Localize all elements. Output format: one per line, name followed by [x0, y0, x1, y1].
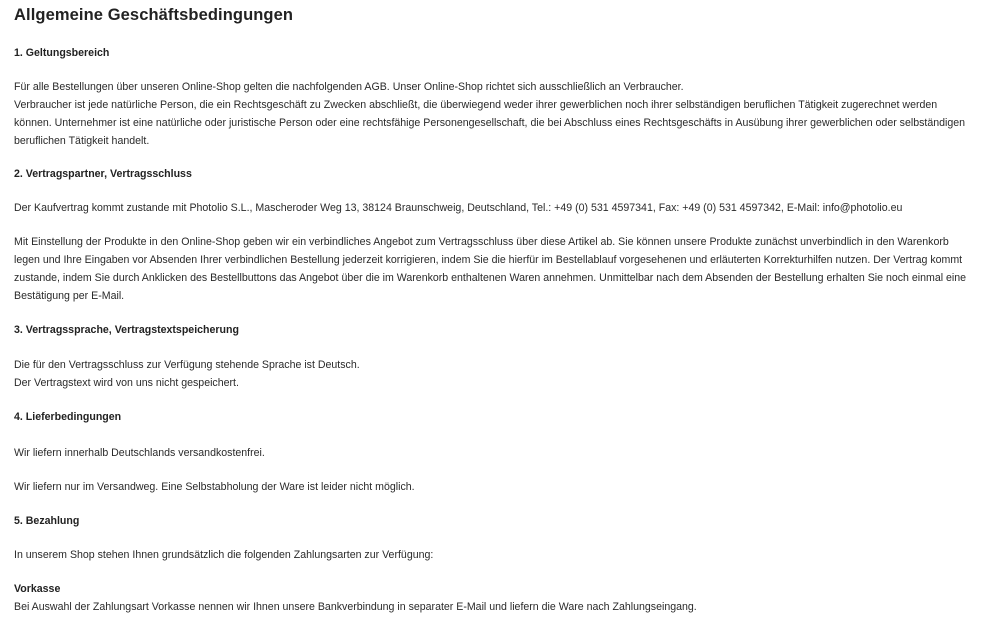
section-heading-geltungsbereich: 1. Geltungsbereich	[14, 47, 110, 59]
paragraph: In unserem Shop stehen Ihnen grundsätzlich die folgenden Zahlungsarten zur Verfügung:	[14, 549, 434, 561]
paragraph: Wir liefern nur im Versandweg. Eine Selbstabholung der Ware ist leider nicht möglich.	[14, 481, 415, 493]
paragraph: Die für den Vertragsschluss zur Verfügung stehende Sprache ist Deutsch.	[14, 359, 360, 371]
section-text-bezahlung	[14, 546, 969, 564]
section-text-vertragspartner-offer	[14, 233, 969, 305]
section-text-vertragssprache	[14, 356, 969, 392]
paragraph: Verbraucher ist jede natürliche Person, die ein Rechtsgeschäft zu Zwecken abschließt, die überwiegend weder ihrer gewerblichen noch ihrer selbständigen beruflichen Tätigkeit zugerechnet werden können. Unternehmer ist eine natürliche oder juristische Person oder eine rechtsfähige Personengesellschaft, die bei Abschluss eines Rechtsgeschäfts in Ausübung ihrer gewerblichen oder selbständigen beruflichen Tätigkeit handelt.	[14, 99, 966, 147]
page-title: Allgemeine Geschäftsbedingungen	[14, 6, 294, 24]
payment-method-heading: Vorkasse	[14, 583, 61, 595]
paragraph: Der Kaufvertrag kommt zustande mit Photolio S.L., Mascheroder Weg 13, 38124 Braunschweig, Deutschland, Tel.: +49 (0) 531 4597341, Fax: +49 (0) 531 4597342, E-Mail: info@photolio.eu	[14, 202, 903, 214]
section-heading-vertragssprache: 3. Vertragssprache, Vertragstextspeicherung	[14, 324, 239, 336]
paragraph: Mit Einstellung der Produkte in den Online-Shop geben wir ein verbindliches Angebot zum Vertragsschluss über diese Artikel ab. Sie können unsere Produkte zunächst unverbindlich in den Warenkorb legen und Ihre Eingaben vor Absenden Ihrer verbindlichen Bestellung jederzeit korrigieren, indem Sie die hierfür im Bestellablauf vorgesehenen und erläuterten Korrekturhilfen nutzen. Der Vertrag kommt zustande, indem Sie durch Anklicken des Bestellbuttons das Angebot über die im Warenkorb enthaltenen Waren annehmen. Unmittelbar nach dem Absenden der Bestellung erhalten Sie noch einmal eine Bestätigung per E-Mail.	[14, 236, 967, 302]
paragraph: Wir liefern innerhalb Deutschlands versandkostenfrei.	[14, 447, 265, 459]
payment-method-text: Bei Auswahl der Zahlungsart Vorkasse nennen wir Ihnen unsere Bankverbindung in separater E-Mail und liefern die Ware nach Zahlungseingang.	[14, 601, 697, 613]
section-heading-vertragspartner: 2. Vertragspartner, Vertragsschluss	[14, 168, 192, 180]
section-text-lieferbedingungen-shipping	[14, 478, 969, 496]
paragraph: Der Vertragstext wird von uns nicht gespeichert.	[14, 377, 239, 389]
section-heading-lieferbedingungen: 4. Lieferbedingungen	[14, 411, 122, 423]
section-text-lieferbedingungen-free	[14, 444, 969, 462]
section-heading-bezahlung: 5. Bezahlung	[14, 515, 80, 527]
section-text-vertragspartner-address	[14, 199, 969, 217]
payment-method-vorkasse	[14, 580, 969, 616]
paragraph: Für alle Bestellungen über unseren Online-Shop gelten die nachfolgenden AGB. Unser Online-Shop richtet sich ausschließlich an Verbraucher.	[14, 81, 684, 93]
section-text-geltungsbereich	[14, 78, 969, 150]
